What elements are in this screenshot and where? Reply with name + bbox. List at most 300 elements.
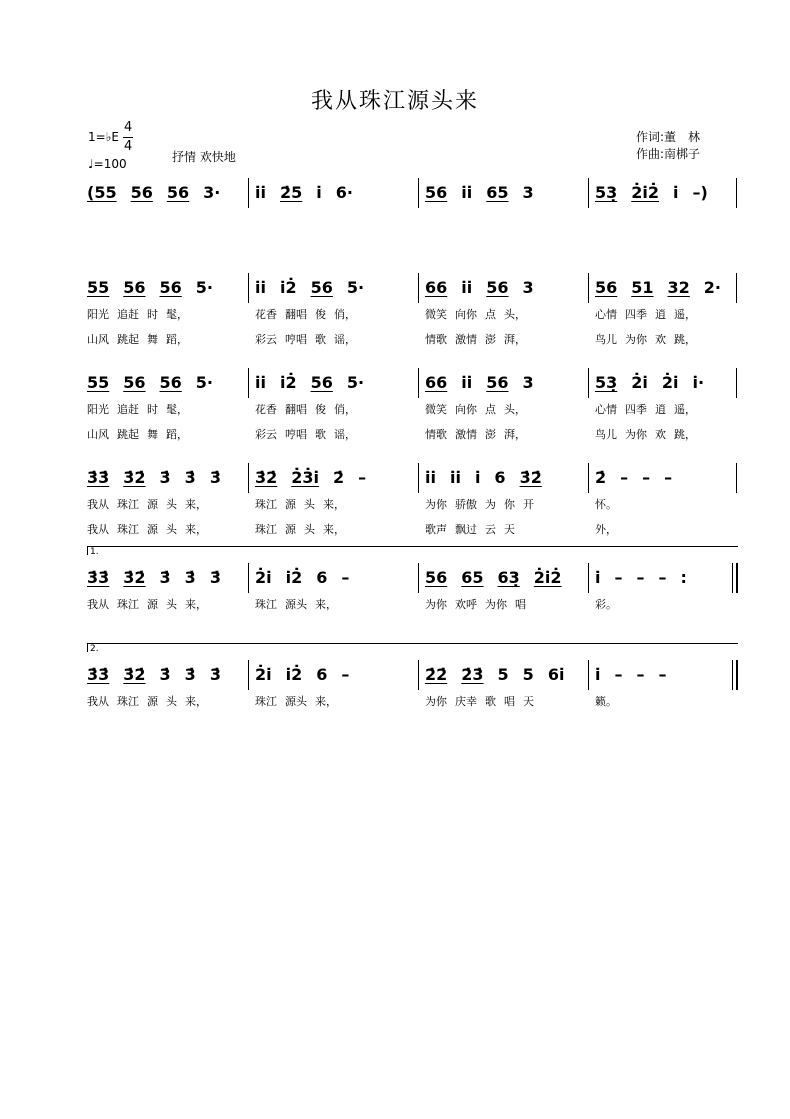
note: 56 [159, 278, 182, 297]
note: 3̇ [184, 468, 196, 487]
note: 3̇2̇ [123, 568, 146, 587]
lyric-syllable: 俏， [334, 308, 356, 321]
lyric-syllable: 头 [304, 498, 315, 511]
note: 2̇i̇ [661, 373, 679, 392]
lyric-syllable: 源 [147, 598, 158, 611]
lyric-syllable: 欢呼 [455, 598, 477, 611]
lyricist-credit: 作词:董 林 [636, 130, 701, 144]
lyric-syllable: 舞 [147, 333, 158, 346]
note: 53̣ [595, 183, 618, 202]
measure-1 [87, 273, 227, 297]
lyric-syllable: 我从 [87, 695, 109, 708]
lyric-syllable: 欢 [655, 333, 666, 346]
measure-1 [87, 463, 235, 487]
note: – [642, 468, 651, 487]
lyric-verse-2 [87, 521, 215, 537]
lyric-verse-2 [425, 331, 534, 347]
note: 65 [461, 568, 484, 587]
note: i̇i̇ [255, 278, 266, 297]
lyric-verse-2 [425, 521, 523, 537]
measure-3 [425, 178, 548, 202]
note: 32 [667, 278, 690, 297]
note: i̇2̇ [279, 373, 297, 392]
lyric-syllable: 歌 [315, 428, 326, 441]
lyric-verse-1 [595, 496, 625, 512]
lyric-syllable: 追赶 [117, 308, 139, 321]
lyric-syllable: 遥， [674, 308, 696, 321]
lyric-syllable: 舞 [147, 428, 158, 441]
note: i̇i̇ [255, 373, 266, 392]
note: – [341, 568, 350, 587]
lyric-syllable: 源头 [285, 695, 307, 708]
lyric-verse-1 [595, 306, 704, 322]
lyric-syllable: 微笑 [425, 403, 447, 416]
lyric-syllable: 你 [504, 498, 515, 511]
note: i̇ [673, 183, 679, 202]
note: 56 [425, 568, 448, 587]
lyric-verse-2 [87, 331, 196, 347]
note: 3̇3̇ [87, 468, 110, 487]
lyric-syllable: 心情 [595, 403, 617, 416]
note: 3̇2̇ [519, 468, 542, 487]
lyric-syllable: 为你 [425, 498, 447, 511]
measure-2 [255, 563, 363, 587]
measure-3 [425, 660, 578, 684]
note: 2̇ [333, 468, 345, 487]
lyric-syllable: 骄傲 [455, 498, 477, 511]
note: 3· [203, 183, 221, 202]
note: i̇· [692, 373, 705, 392]
lyric-verse-1 [595, 401, 704, 417]
lyric-syllable: 哼唱 [285, 428, 307, 441]
lyric-syllable: 欢 [655, 428, 666, 441]
note: i̇i̇ [461, 278, 473, 297]
lyric-syllable: 来， [315, 695, 337, 708]
measure-4 [595, 178, 722, 202]
bar-line [418, 368, 419, 398]
time-signature-bottom: 4 [124, 139, 133, 154]
note: 56 [159, 373, 182, 392]
lyric-syllable: 俊 [315, 403, 326, 416]
note: 65 [486, 183, 509, 202]
note: 3̇3̇ [87, 568, 110, 587]
note: 6 [494, 468, 506, 487]
lyric-syllable: 怀。 [595, 498, 617, 511]
lyric-syllable: 时 [147, 403, 158, 416]
lyric-syllable: 向你 [455, 308, 477, 321]
lyric-syllable: 湃， [504, 428, 526, 441]
note: – [341, 665, 350, 684]
lyric-verse-1 [87, 693, 215, 709]
note: – [614, 665, 623, 684]
lyric-verse-1 [87, 306, 196, 322]
note: 3̇ [209, 665, 221, 684]
bar-line [418, 463, 419, 493]
bar-line [418, 273, 419, 303]
measure-2 [255, 660, 363, 684]
note: 56 [310, 278, 333, 297]
lyric-syllable: 彩云 [255, 333, 277, 346]
note: 3̇ [184, 568, 196, 587]
lyric-verse-1 [425, 496, 542, 512]
lyric-syllable: 激情 [455, 333, 477, 346]
lyric-verse-1 [595, 693, 625, 709]
note: 3̇ [159, 568, 171, 587]
lyric-verse-1 [425, 401, 534, 417]
lyric-syllable: 逍 [655, 403, 666, 416]
note: 55 [87, 278, 110, 297]
key-signature: 1=♭E [88, 130, 119, 144]
lyric-syllable: 头 [166, 523, 177, 536]
lyric-syllable: 云 [485, 523, 496, 536]
bar-line [248, 178, 249, 208]
note: 3̇2̇ [123, 468, 146, 487]
note: 2̇2̇ [425, 665, 448, 684]
lyric-syllable: 点 [485, 403, 496, 416]
note: 3̇3̇ [87, 665, 110, 684]
bar-line [588, 463, 589, 493]
lyric-syllable: 珠江 [117, 523, 139, 536]
lyric-syllable: 我从 [87, 523, 109, 536]
bar-line [418, 660, 419, 690]
lyric-verse-1 [255, 693, 345, 709]
lyric-syllable: 澎 [485, 428, 496, 441]
lyric-syllable: 珠江 [255, 598, 277, 611]
lyric-syllable: 为 [485, 498, 496, 511]
lyric-syllable: 跳起 [117, 428, 139, 441]
note: 56 [486, 373, 509, 392]
lyric-syllable: 来， [185, 498, 207, 511]
bar-line [736, 273, 737, 303]
lyric-syllable: 花香 [255, 403, 277, 416]
lyric-syllable: 澎 [485, 333, 496, 346]
lyric-syllable: 俊 [315, 308, 326, 321]
time-signature-line [123, 137, 133, 138]
volta-bracket: 2. [87, 643, 738, 652]
note: 2̇i̇2̇ [631, 183, 660, 202]
lyric-syllable: 俏， [334, 403, 356, 416]
lyric-verse-1 [255, 496, 353, 512]
note: 5· [195, 278, 214, 297]
note: 6 [316, 665, 328, 684]
lyric-syllable: 翻唱 [285, 308, 307, 321]
lyric-syllable: 籁。 [595, 695, 617, 708]
bar-line [736, 178, 737, 208]
volta-bracket: 1. [87, 546, 738, 555]
note: – [636, 568, 645, 587]
lyric-syllable: 为你 [485, 598, 507, 611]
bar-line [588, 273, 589, 303]
note: – [636, 665, 645, 684]
measure-2 [255, 463, 380, 487]
note: 53̣ [595, 373, 618, 392]
lyric-syllable: 来， [315, 598, 337, 611]
note: – [620, 468, 629, 487]
measure-4 [595, 368, 718, 392]
note: i̇i̇ [255, 183, 266, 202]
note: 3̇ [209, 568, 221, 587]
lyric-syllable: 跳起 [117, 333, 139, 346]
lyric-syllable: 天 [504, 523, 515, 536]
note: 2̇i̇ [631, 373, 648, 392]
lyric-syllable: 头 [166, 695, 177, 708]
measure-3 [425, 368, 548, 392]
lyric-syllable: 唱 [515, 598, 526, 611]
lyric-syllable: 山风 [87, 333, 109, 346]
lyric-verse-2 [425, 426, 534, 442]
bar-line [248, 368, 249, 398]
lyric-syllable: 情歌 [425, 428, 447, 441]
composer-credit: 作曲:南梆子 [636, 147, 701, 161]
note: 66 [425, 278, 448, 297]
bar-line [418, 178, 419, 208]
measure-4 [595, 563, 701, 587]
lyric-syllable: 为你 [625, 428, 647, 441]
lyric-syllable: 时 [147, 308, 158, 321]
note: – [658, 568, 667, 587]
lyric-syllable: 心情 [595, 308, 617, 321]
lyric-syllable: 庆幸 [455, 695, 477, 708]
note: 5· [346, 278, 365, 297]
lyric-syllable: 哼唱 [285, 333, 307, 346]
lyric-syllable: 飘过 [455, 523, 477, 536]
note: 2̇i̇ [255, 568, 272, 587]
measure-4 [595, 273, 735, 297]
lyric-verse-1 [425, 306, 534, 322]
measure-2 [255, 178, 367, 202]
lyric-syllable: 珠江 [117, 695, 139, 708]
bar-line [732, 660, 733, 690]
note: i̇i̇ [461, 373, 473, 392]
measure-3 [425, 273, 548, 297]
lyric-syllable: 谣， [334, 333, 356, 346]
lyric-syllable: 头， [504, 403, 526, 416]
lyric-verse-1 [87, 401, 196, 417]
lyric-syllable: 珠江 [117, 598, 139, 611]
lyric-syllable: 珠江 [255, 523, 277, 536]
note: 3̇ [209, 468, 221, 487]
lyric-syllable: 彩云 [255, 428, 277, 441]
note: 56 [130, 183, 153, 202]
lyric-syllable: 阳光 [87, 403, 109, 416]
lyric-verse-1 [255, 401, 364, 417]
note: 2̇i̇2̇ [533, 568, 562, 587]
lyric-syllable: 彩。 [595, 598, 617, 611]
lyric-syllable: 蹈， [166, 333, 188, 346]
lyric-verse-2 [87, 426, 196, 442]
lyric-syllable: 湃， [504, 333, 526, 346]
lyric-syllable: 源 [147, 498, 158, 511]
note: 56 [123, 278, 146, 297]
lyric-syllable: 山风 [87, 428, 109, 441]
measure-1 [87, 563, 235, 587]
note: 6 [316, 568, 328, 587]
lyric-syllable: 点 [485, 308, 496, 321]
bar-line [588, 660, 589, 690]
note: i̇i̇ [425, 468, 436, 487]
measure-4 [595, 463, 686, 487]
lyric-syllable: 情歌 [425, 333, 447, 346]
bar-line [736, 660, 738, 690]
lyric-syllable: 来， [185, 695, 207, 708]
lyric-syllable: 珠江 [117, 498, 139, 511]
lyric-verse-2 [255, 521, 353, 537]
lyric-syllable: 外， [595, 523, 617, 536]
lyric-syllable: 蹈， [166, 428, 188, 441]
note: 2̇3̇ [461, 665, 484, 684]
measure-1 [87, 368, 227, 392]
lyric-syllable: 髦， [166, 308, 188, 321]
lyric-syllable: 鸟儿 [595, 333, 617, 346]
measure-3 [425, 563, 576, 587]
note: 56 [123, 373, 146, 392]
lyric-syllable: 遥， [674, 403, 696, 416]
lyric-syllable: 来， [323, 498, 345, 511]
note: 3 [522, 183, 534, 202]
lyric-verse-1 [255, 306, 364, 322]
note: 56 [595, 278, 618, 297]
note: i̇2̇ [279, 278, 297, 297]
bar-line [588, 368, 589, 398]
note: 3̇ [159, 468, 171, 487]
note: 5· [195, 373, 214, 392]
lyric-syllable: 为你 [625, 333, 647, 346]
bar-line [736, 463, 737, 493]
note: 2̇3̇i̇ [291, 468, 320, 487]
score-title: 我从珠江源头来 [310, 89, 479, 114]
lyric-syllable: 源 [285, 523, 296, 536]
score-system-6 [0, 644, 790, 790]
note: 6· [335, 183, 353, 202]
lyric-syllable: 歌 [485, 695, 496, 708]
note: i̇2̇ [285, 568, 303, 587]
note: – [658, 665, 667, 684]
note: 6i̇ [547, 665, 565, 684]
note: i̇2̇ [285, 665, 303, 684]
measure-2 [255, 368, 378, 392]
bar-line [248, 463, 249, 493]
note: 55 [87, 373, 110, 392]
note: –) [692, 183, 708, 202]
note: 51 [631, 278, 654, 297]
lyric-syllable: 歌声 [425, 523, 447, 536]
lyric-syllable: 天 [523, 695, 534, 708]
bar-line [736, 368, 737, 398]
note: 2̇5 [279, 183, 303, 202]
note: 56 [425, 183, 448, 202]
note: 56 [486, 278, 509, 297]
note: 3 [522, 373, 534, 392]
lyric-syllable: 向你 [455, 403, 477, 416]
lyric-syllable: 跳， [674, 428, 696, 441]
lyric-syllable: 为你 [425, 695, 447, 708]
lyric-syllable: 跳， [674, 333, 696, 346]
lyric-syllable: 源 [147, 523, 158, 536]
lyric-syllable: 来， [323, 523, 345, 536]
lyric-syllable: 开 [523, 498, 534, 511]
bar-line [418, 563, 419, 593]
bar-line [248, 660, 249, 690]
lyric-syllable: 逍 [655, 308, 666, 321]
note: 66 [425, 373, 448, 392]
lyric-verse-2 [595, 331, 704, 347]
lyric-verse-2 [595, 521, 625, 537]
bar-line [588, 563, 589, 593]
note: (55 [87, 183, 117, 202]
lyric-syllable: 源 [147, 695, 158, 708]
lyric-syllable: 髦， [166, 403, 188, 416]
lyric-syllable: 头， [504, 308, 526, 321]
note: 56 [166, 183, 190, 202]
note: 3̇ [184, 665, 196, 684]
expression-marking: 抒情 欢快地 [172, 150, 236, 164]
note: – [358, 468, 367, 487]
tempo-marking: ♩=100 [88, 157, 127, 171]
lyric-syllable: 我从 [87, 598, 109, 611]
note: – [664, 468, 673, 487]
lyric-verse-1 [87, 596, 215, 612]
lyric-verse-1 [255, 596, 345, 612]
bar-line [588, 178, 589, 208]
lyric-syllable: 珠江 [255, 695, 277, 708]
lyric-verse-1 [595, 596, 625, 612]
lyric-syllable: 翻唱 [285, 403, 307, 416]
time-signature-top: 4 [124, 120, 133, 135]
lyric-syllable: 激情 [455, 428, 477, 441]
note: 2̇ [595, 468, 607, 487]
note: 2· [703, 278, 722, 297]
lyric-syllable: 鸟儿 [595, 428, 617, 441]
note: 3̇2̇ [255, 468, 278, 487]
bar-line [732, 563, 733, 593]
note: i̇ [595, 568, 601, 587]
lyric-syllable: 花香 [255, 308, 277, 321]
bar-line [736, 563, 738, 593]
note: 5 [522, 665, 534, 684]
lyric-syllable: 源 [285, 498, 296, 511]
note: i̇i̇ [449, 468, 461, 487]
note: 3̇2̇ [123, 665, 146, 684]
lyric-syllable: 谣， [334, 428, 356, 441]
lyric-verse-2 [255, 426, 364, 442]
note: : [680, 568, 687, 587]
note: 63̣ [497, 568, 520, 587]
lyric-syllable: 头 [166, 598, 177, 611]
lyric-syllable: 为你 [425, 598, 447, 611]
lyric-syllable: 四季 [625, 403, 647, 416]
lyric-syllable: 头 [166, 498, 177, 511]
bar-line [248, 563, 249, 593]
bar-line [248, 273, 249, 303]
note: i̇ [316, 183, 322, 202]
measure-2 [255, 273, 378, 297]
lyric-syllable: 四季 [625, 308, 647, 321]
lyric-syllable: 珠江 [255, 498, 277, 511]
lyric-verse-2 [595, 426, 704, 442]
note: 3̇ [159, 665, 171, 684]
lyric-verse-1 [425, 693, 542, 709]
note: 5· [346, 373, 365, 392]
note: 56 [310, 373, 333, 392]
measure-4 [595, 660, 680, 684]
lyric-syllable: 唱 [504, 695, 515, 708]
measure-3 [425, 463, 556, 487]
measure-1 [87, 660, 235, 684]
note: 3 [522, 278, 534, 297]
lyric-syllable: 源头 [285, 598, 307, 611]
note: 2̇i̇ [255, 665, 272, 684]
note: i̇ [474, 468, 481, 487]
